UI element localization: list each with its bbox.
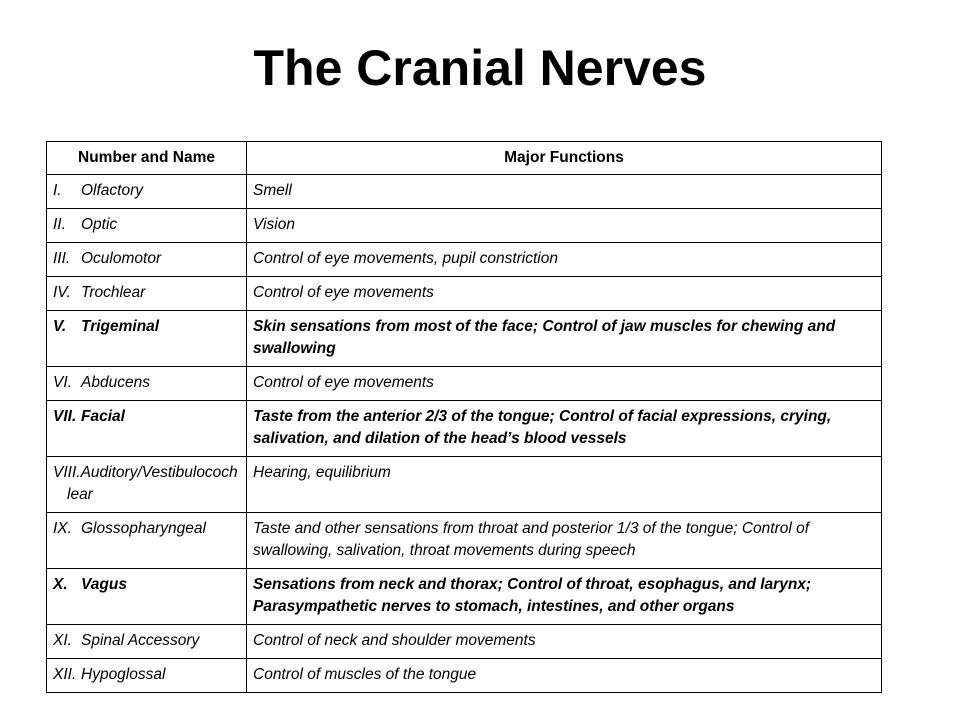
cranial-nerves-table	[46, 141, 882, 693]
nerve-function: Skin sensations from most of the face; Control of jaw muscles for chewing and swallowing	[247, 311, 882, 367]
table-row	[47, 311, 882, 367]
table-row	[47, 367, 882, 401]
table-row	[47, 625, 882, 659]
table-row	[47, 513, 882, 569]
nerve-name: Abducens	[81, 374, 150, 391]
nerve-function: Hearing, equilibrium	[247, 457, 882, 513]
nerve-name-cell	[47, 367, 247, 401]
nerve-function: Vision	[247, 209, 882, 243]
nerve-number: IX.	[53, 520, 72, 537]
nerve-function: Control of eye movements, pupil constriction	[247, 243, 882, 277]
nerve-name-cell	[47, 659, 247, 693]
table-row	[47, 175, 882, 209]
nerve-number: III.	[53, 250, 71, 267]
nerve-number: V.	[53, 318, 67, 335]
column-header-number-and-name: Number and Name	[47, 142, 247, 175]
table-row	[47, 457, 882, 513]
nerve-name: Olfactory	[81, 182, 144, 199]
nerve-name: Trigeminal	[81, 318, 160, 335]
nerve-function: Taste and other sensations from throat and posterior 1/3 of the tongue; Control of swallowing, salivation, throat movements during speech	[247, 513, 882, 569]
nerve-name-cell	[47, 311, 247, 367]
nerve-name-wrap	[53, 462, 241, 506]
nerve-number: XI.	[53, 632, 72, 649]
nerve-name: Hypoglossal	[81, 666, 166, 683]
nerve-name-cell	[47, 209, 247, 243]
nerve-function: Control of neck and shoulder movements	[247, 625, 882, 659]
table-row	[47, 277, 882, 311]
nerve-name-cell	[47, 243, 247, 277]
nerve-name-cell	[47, 175, 247, 209]
nerve-number: I.	[53, 182, 62, 199]
nerve-name: Spinal Accessory	[81, 632, 200, 649]
nerve-name: Glossopharyngeal	[81, 520, 206, 537]
nerve-number: VI.	[53, 374, 72, 391]
nerve-function: Control of eye movements	[247, 277, 882, 311]
nerve-function: Control of eye movements	[247, 367, 882, 401]
nerve-name: Optic	[81, 216, 118, 233]
nerve-function: Smell	[247, 175, 882, 209]
page-title: The Cranial Nerves	[253, 40, 707, 96]
table-row	[47, 209, 882, 243]
nerve-number: XII.	[53, 666, 77, 683]
nerve-name-cell	[47, 625, 247, 659]
table-row	[47, 401, 882, 457]
nerve-name-cell	[47, 401, 247, 457]
table-row	[47, 659, 882, 693]
nerve-name-cell	[47, 277, 247, 311]
nerve-name: Trochlear	[81, 284, 146, 301]
nerve-number: IV.	[53, 284, 71, 301]
table-header-row	[47, 142, 882, 175]
nerve-number: X.	[53, 576, 68, 593]
nerve-number: II.	[53, 216, 66, 233]
nerve-name: Auditory/Vestibulocochlear	[67, 464, 238, 503]
nerve-name-cell	[47, 513, 247, 569]
nerve-function: Sensations from neck and thorax; Control of throat, esophagus, and larynx; Parasympathetic nerves to stomach, intestines, and other organs	[247, 569, 882, 625]
nerve-number: VII.	[53, 408, 77, 425]
table-row	[47, 569, 882, 625]
nerve-function: Taste from the anterior 2/3 of the tongue; Control of facial expressions, crying, salivation, and dilation of the head’s blood vessels	[247, 401, 882, 457]
nerve-number: VIII.	[53, 464, 81, 481]
nerve-name: Vagus	[81, 576, 127, 593]
nerve-name-cell	[47, 569, 247, 625]
nerve-function: Control of muscles of the tongue	[247, 659, 882, 693]
table-row	[47, 243, 882, 277]
nerve-name: Oculomotor	[81, 250, 162, 267]
nerve-name: Facial	[81, 408, 125, 425]
column-header-major-functions: Major Functions	[247, 142, 882, 175]
nerve-name-cell	[47, 457, 247, 513]
